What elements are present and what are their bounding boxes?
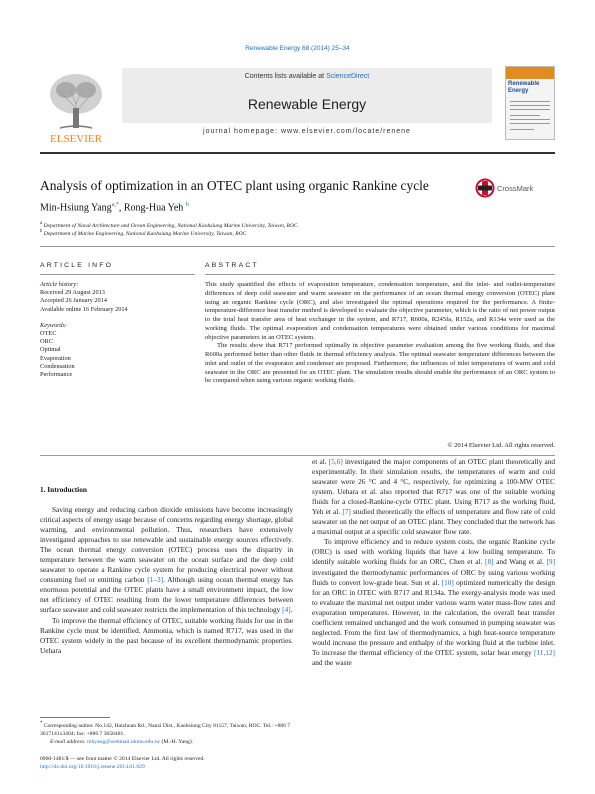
author-list <box>40 202 189 213</box>
doi-link[interactable]: http://dx.doi.org/10.1016/j.renene.2014.01.029 <box>40 764 145 771</box>
body-column-left <box>40 505 293 656</box>
body-text: studied theoretically the effects of temperature and flow rate of cold seawater on the net output of an OTEC plant. They concluded that the network has a maximal output at a specific cold seawater flow rate. <box>312 507 555 537</box>
author-name[interactable]: Rong-Hua Yeh <box>123 202 184 214</box>
keywords-label: Keywords: <box>40 321 68 329</box>
footnote-rule <box>40 717 110 718</box>
cover-line <box>510 123 550 124</box>
corresponding-author-marker[interactable]: * <box>115 202 119 208</box>
citation-link[interactable]: [7] <box>342 507 351 517</box>
sciencedirect-link[interactable]: ScienceDirect <box>326 73 370 80</box>
affiliation-marker: b <box>40 229 43 234</box>
history-label: Article history: <box>40 281 79 288</box>
citation-link[interactable]: [8] <box>485 557 494 567</box>
issn-block <box>40 755 293 771</box>
affiliation-text: Department of Naval Architecture and Ocean Engineering, National Kaohsiung Marine University, Taiwan, ROC <box>43 222 298 229</box>
author-name[interactable]: Min-Hsiung Yang <box>40 202 112 214</box>
keyword: Evaporation <box>40 354 71 362</box>
body-text: et al. <box>312 457 329 466</box>
cover-line <box>510 119 550 120</box>
article-info-rule <box>40 274 195 275</box>
header-divider <box>40 152 555 154</box>
cover-line <box>510 109 550 110</box>
crossmark-badge[interactable] <box>475 178 560 198</box>
elsevier-logo <box>40 68 112 146</box>
affiliation-a <box>40 221 298 229</box>
body-text: and the waste <box>312 657 352 667</box>
keyword: Condensation <box>40 362 75 370</box>
cover-line <box>510 129 534 130</box>
citation-link[interactable]: [9] <box>546 557 555 567</box>
keyword: ORC <box>40 338 53 346</box>
keyword: Optimal <box>40 346 61 354</box>
online-date: Available online 16 February 2014 <box>40 305 128 313</box>
body-paragraph <box>312 457 555 537</box>
abstract-paragraph: This study quantified the effects of evaporation temperature, condensation temperature, and the inlet- and outlet-temperature differences of deep cold seawater and warm seawater on the performance of an ocean thermal energy conversion (OTEC) plant using an organic Rankine cycle (ORC), and also investigated the optimal operations required for the performance. A finite-temperature-difference heat transfer method is developed to evaluate the objective parameter, which is the ratio of net power output to the total heat transfer area of heat exchanger in the system, and R717, R600a, R245fa, R152a, and R134a were used as the working fluids. The optimal evaporation and condensation temperatures were obtained under various conditions for maximal objective parameters in an OTEC system. <box>205 281 555 341</box>
contents-line <box>122 73 492 80</box>
affiliation-divider <box>40 246 555 247</box>
spacer <box>40 314 195 322</box>
citation-link[interactable]: [10] <box>441 577 454 587</box>
cover-accent-bar <box>506 67 554 79</box>
email-label: E-mail address: <box>50 739 88 746</box>
keyword: Performance <box>40 371 73 379</box>
elsevier-logo-text: ELSEVIER <box>50 133 102 145</box>
corresponding-author-footnote <box>40 720 293 746</box>
journal-reference[interactable]: Renewable Energy 68 (2014) 25–34 <box>245 45 350 52</box>
body-text: To improve efficiency and to reduce system costs, the organic Rankine cycle (ORC) is used with working liquids that have a low boiling temperature. To identify suitable working fluids for an ORC, Chen et al. <box>312 537 555 567</box>
author-affiliation-marker[interactable]: a, <box>111 202 116 208</box>
body-text: . Although using ocean thermal energy has enormous potential and the OTEC plants have a small environment impact, the low net efficiency of OTEC resulting from the lower temperature differences between surface seawater and cold seawater restricts the implementation of this technology <box>40 575 293 615</box>
footnote-marker: * <box>40 721 43 726</box>
journal-title: Renewable Energy <box>247 96 367 112</box>
abstract-divider <box>40 455 555 456</box>
cover-line <box>510 115 540 116</box>
body-text: Saving energy and reducing carbon dioxide emissions have become increasingly critical aspects of energy usage because of concerns regarding energy shortage, global warming, and environmental pollution. Thus, researchers have extensively investigated approaches to use renewable and sustainable energy sources effectively. The ocean thermal energy conversion (OTEC) process uses the disparity in temperature between the warm seawater on the ocean surface and the deep cold seawater to operate a Rankine cycle system for producing electrical power without consuming fuel or emitting carbon <box>40 505 293 585</box>
footnote-text: Corresponding author. No.142, Haizhuan Rd., Nanzi Dist., Kaohsiung City 81157, Taiwan, ROC. Tel.: +886 7 3617141x3404; fax: +886 7 3656481. <box>40 722 291 738</box>
abstract-copyright: © 2014 Elsevier Ltd. All rights reserved. <box>447 442 555 449</box>
article-title: Analysis of optimization in an OTEC plant using organic Rankine cycle <box>40 178 429 193</box>
affiliation-text: Department of Marine Engineering, National Kaohsiung Marine University, Taiwan, ROC <box>43 230 247 237</box>
abstract-paragraph: The results show that R717 performed optimally in objective parameter evaluation among the five working fluids, and that R600a performed better than other fluids in thermal efficiency analysis. The optimal seawater temperature differences between the inlet and outlet of the evaporator and condenser are proposed. Furthermore, the influences of inlet temperatures of warm and cold seawater in the ORC are presented for an OTEC plant. The simulation results should enable the performance of an ORC system to be compared when using various organic working fluids. <box>205 342 555 385</box>
body-column-right <box>312 457 555 668</box>
cover-line <box>510 101 550 102</box>
keyword: OTEC <box>40 330 57 338</box>
body-text: investigated the thermodynamic performances of ORC by using various working fluids to convert low-grade heat. Sun et al. <box>312 567 555 587</box>
article-info <box>40 281 195 379</box>
body-paragraph <box>312 537 555 668</box>
cover-line <box>510 105 550 106</box>
email-suffix: (M.-H. Yang). <box>160 739 194 746</box>
journal-homepage[interactable]: journal homepage: www.elsevier.com/locate/renene <box>203 128 411 135</box>
citation-link[interactable]: [4] <box>282 605 291 615</box>
accepted-date: Accepted 26 January 2014 <box>40 297 107 305</box>
email-link[interactable]: mhyang@webmail.nkmu.edu.tw <box>87 739 161 746</box>
crossmark-label: CrossMark <box>497 184 534 193</box>
cover-title: Renewable Energy <box>508 81 540 94</box>
body-text: optimized numerically the design for an ORC in OTEC with R717 and R134a. The exergy-analysis mode was used to evaluate the maximal net output under various warm water mass-flow rates and evaporation temperatures. However, in the calculation, the overall heat transfer coefficient remained unchanged and the work consumed in pumping seawater was neglected. From the first law of thermodynamics, a high heat-source temperature would increase the pressure and enthalpy of the working fluid at the turbine inlet. To increase the thermal efficiency of the OTEC system, solar heat energy <box>312 577 555 657</box>
body-paragraph: To improve the thermal efficiency of OTEC, suitable working fluids for use in the Rankine cycle must be identified. Ammonia, which is named R717, was used in the OTEC system widely in the past because of its excellent thermodynamic properties. Uehara <box>40 615 293 655</box>
affiliation-marker: a <box>40 221 43 226</box>
contents-prefix: Contents lists available at <box>244 73 327 80</box>
affiliation-b <box>40 229 246 237</box>
body-text: investigated the major components of an OTEC plant theoretically and experimentally. In their simulation results, the temperatures of warm and cold seawater were 26 °C and 4 °C, respectively, for optimizing a 100-MW OTEC system. Uehara et al. also reported that R717 was one of the suitable working fluids for a closed-Rankine-cycle OTEC plant. Using R717 as the working fluid, Yeh et al. <box>312 457 555 517</box>
issn-line: 0960-1481/$ — see front matter © 2014 Elsevier Ltd. All rights reserved. <box>40 756 205 762</box>
footnote-email-line <box>40 738 293 746</box>
footnote-line <box>40 720 293 738</box>
author-affiliation-marker[interactable]: b <box>185 202 189 208</box>
journal-cover-thumbnail <box>505 66 555 140</box>
article-info-heading: ARTICLE INFO <box>40 262 114 269</box>
abstract-heading: ABSTRACT <box>205 262 259 269</box>
citation-link[interactable]: [5,6] <box>328 457 343 466</box>
section-heading-introduction: 1. Introduction <box>40 485 87 494</box>
body-text: and Wang et al. <box>493 557 547 567</box>
citation-link[interactable]: [1–3] <box>147 575 164 585</box>
abstract-rule <box>205 274 555 275</box>
author-separator: , <box>118 202 124 214</box>
body-paragraph <box>40 505 293 616</box>
received-date: Received 29 August 2013 <box>40 289 105 297</box>
abstract-body <box>205 281 555 386</box>
citation-link[interactable]: [11,12] <box>533 647 555 657</box>
body-text: . <box>290 605 293 615</box>
